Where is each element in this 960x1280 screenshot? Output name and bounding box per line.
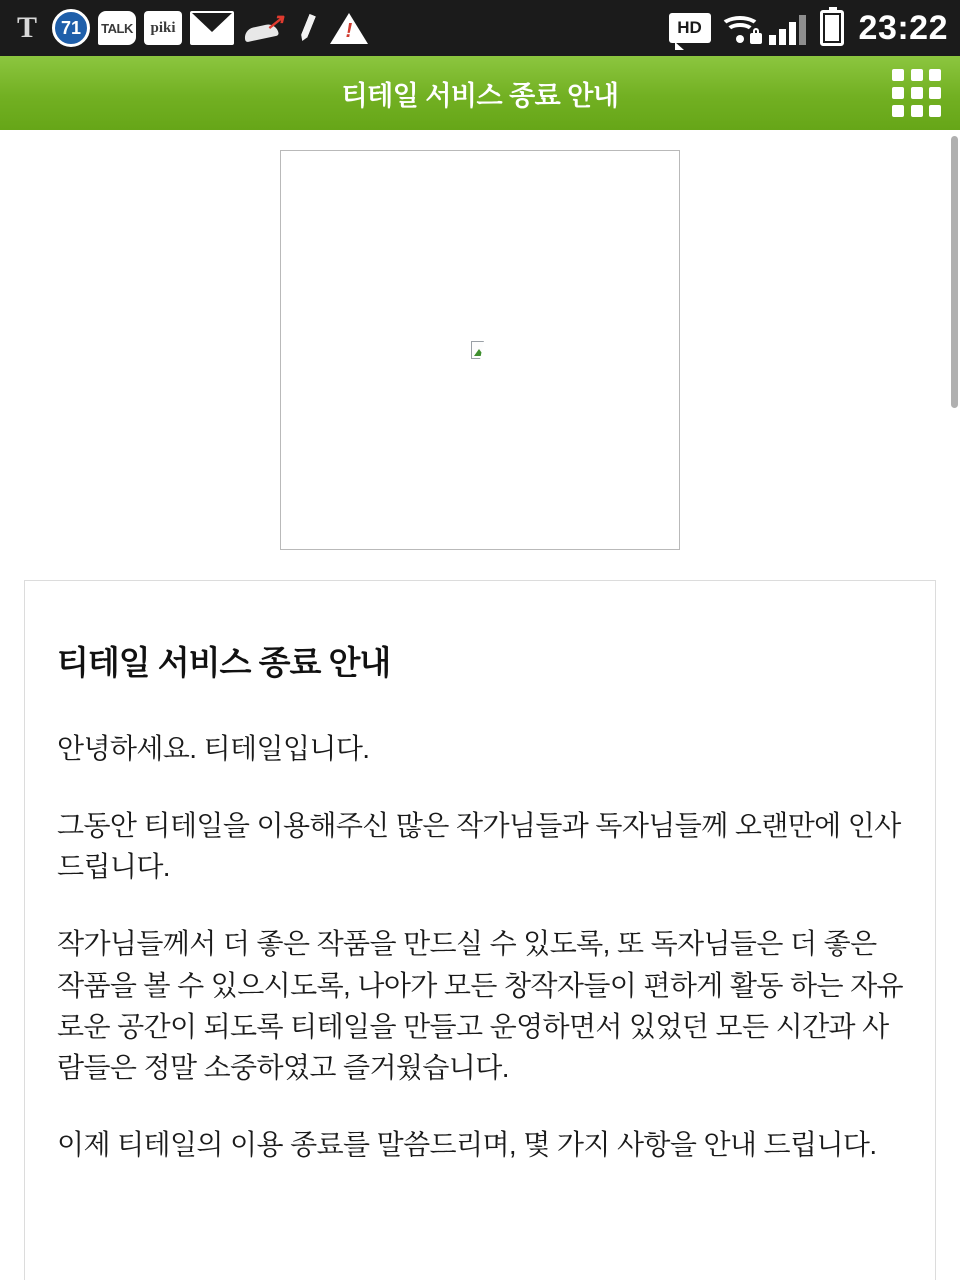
page-title: 티테일 서비스 종료 안내 xyxy=(341,80,619,111)
grid-dot-2 xyxy=(911,69,923,81)
grid-dot-3 xyxy=(929,69,941,81)
grid-dot-4 xyxy=(892,87,904,99)
grid-dot-6 xyxy=(929,87,941,99)
signal-bar-3 xyxy=(789,22,796,45)
email-icon xyxy=(190,11,234,45)
pen-icon xyxy=(292,11,322,45)
vertical-scrollbar[interactable] xyxy=(951,134,958,1280)
app-title-bar xyxy=(0,56,960,130)
page-content[interactable] xyxy=(0,130,960,1280)
status-clock: 23:22 xyxy=(858,8,948,47)
notification-count-badge: 71 xyxy=(52,9,90,47)
signal-bar-1 xyxy=(769,35,776,45)
status-bar-right-icons xyxy=(669,0,948,56)
article-paragraph: 작가님들께서 더 좋은 작품을 만드실 수 있도록, 또 독자님들은 더 좋은 작품을 볼 수 있으시도록, 나아가 모든 창작자들이 편하게 활동 하는 자유로운 공간이 되도록 티테일을 만들고 운영하면서 있었던 모든 시간과 사람들은 정말 소중하였고 즐거웠습니다. xyxy=(57,928,903,1083)
article-card xyxy=(24,580,936,1280)
grid-dot-8 xyxy=(911,105,923,117)
wifi-dot xyxy=(736,35,744,43)
battery-fill xyxy=(825,15,839,41)
piki-icon: piki xyxy=(144,11,182,45)
cellular-signal-icon xyxy=(769,11,811,45)
article-heading: 티테일 서비스 종료 안내 xyxy=(57,644,391,681)
tstore-icon: T xyxy=(16,11,37,44)
wifi-secured-icon xyxy=(720,12,760,44)
hd-voice-icon: HD xyxy=(669,13,711,43)
article-paragraph: 그동안 티테일을 이용해주신 많은 작가님들과 독자님들께 오랜만에 인사 드립니다. xyxy=(57,810,901,883)
grid-dot-9 xyxy=(929,105,941,117)
grid-dot-1 xyxy=(892,69,904,81)
warning-exclamation: ! xyxy=(345,20,353,42)
missed-call-arrow: ↗ xyxy=(265,9,284,34)
status-bar-left-icons xyxy=(10,9,368,47)
article-paragraph: 이제 티테일의 이용 종료를 말씀드리며, 몇 가지 사항을 안내 드립니다. xyxy=(57,1129,877,1161)
signal-bar-4 xyxy=(799,15,806,45)
battery-icon xyxy=(820,10,844,46)
signal-bar-2 xyxy=(779,29,786,45)
scrollbar-thumb[interactable] xyxy=(951,136,958,408)
grid-dot-7 xyxy=(892,105,904,117)
kakaotalk-icon: TALK xyxy=(98,11,136,45)
lock-icon xyxy=(750,33,762,44)
app-grid-button[interactable] xyxy=(892,69,942,117)
hero-image-frame xyxy=(280,150,680,550)
grid-dot-5 xyxy=(911,87,923,99)
status-bar xyxy=(0,0,960,56)
article-paragraph: 안녕하세요. 티테일입니다. xyxy=(57,733,370,764)
broken-image-icon xyxy=(471,341,489,359)
missed-call-icon xyxy=(242,11,284,45)
warning-icon xyxy=(330,11,368,45)
